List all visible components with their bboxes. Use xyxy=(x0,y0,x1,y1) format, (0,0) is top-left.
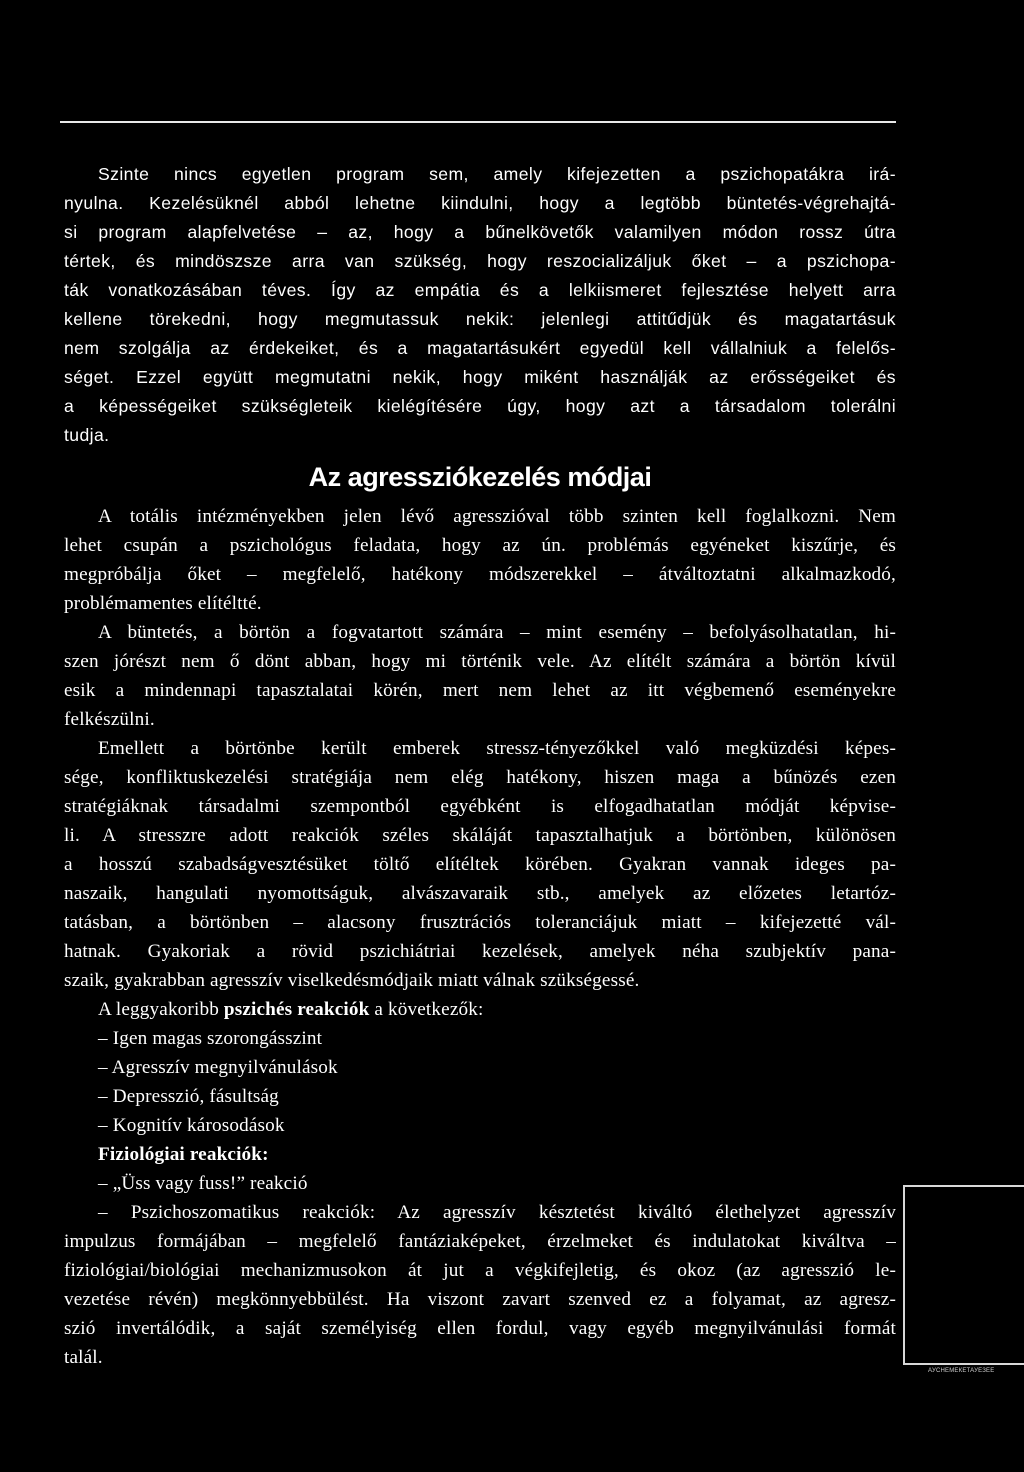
intro-suffix: a következők: xyxy=(369,999,484,1020)
side-caption: АУСНЕМЕКЕТАУЕЗЕЕ xyxy=(928,1368,995,1374)
text-line: nyulna. Kezelésüknél abból lehetne kiindulni, hogy a legtöbb büntetés-végrehajtá- xyxy=(64,193,896,213)
text-line: naszaik, hangulati nyomottságuk, alvászavaraik stb., amelyek az előzetes letartóz- xyxy=(64,883,896,904)
text-line: megpróbálja őket – megfelelő, hatékony módszerekkel – átváltoztatni alkalmazkodó, xyxy=(64,564,896,585)
text-line: tudja. xyxy=(64,425,110,445)
list-item: – Igen magas szorongásszint xyxy=(98,1028,323,1049)
top-rule xyxy=(60,121,896,123)
text-line: a képességeiket szükségleteik kielégítésére úgy, hogy azt a társadalom tolerálni xyxy=(64,396,896,416)
text-line: a hosszú szabadságvesztésüket töltő elítéltek körében. Gyakran vannak ideges pa- xyxy=(64,854,896,875)
intro-prefix: A leggyakoribb xyxy=(98,999,224,1020)
text-line: si program alapfelvetése – az, hogy a bűnelkövetők valamilyen módon rossz útra xyxy=(64,222,896,242)
text-line: hatnak. Gyakoriak a rövid pszichiátriai kezelések, amelyek néha szubjektív pana- xyxy=(64,941,896,962)
physio-heading: Fiziológiai reakciók: xyxy=(98,1144,269,1165)
text-line: Emellett a börtönbe került emberek stressz-tényezőkkel való megküzdési képes- xyxy=(98,738,896,759)
text-line: fiziológiai/biológiai mechanizmusokon át jut a végkifejletig, és okoz (az agresszió le- xyxy=(64,1260,896,1281)
text-line: stratégiáknak társadalmi szempontból egyébként is elfogadhatatlan módját képvise- xyxy=(64,796,896,817)
text-line: kellene törekedni, hogy megmutassuk nekik: jelenlegi attitűdjük és magatartásuk xyxy=(64,309,896,329)
list-item: – „Üss vagy fuss!” reakció xyxy=(98,1173,308,1194)
list-item: – Kognitív károsodások xyxy=(98,1115,285,1136)
section-heading: Az agressziókezelés módjai xyxy=(308,462,652,492)
text-line: vezetése révén) megkönnyebbülést. Ha viszont zavart szenved ez a folyamat, az agresz- xyxy=(64,1289,896,1310)
paragraph-stress xyxy=(64,734,896,995)
text-line: talál. xyxy=(64,1347,103,1368)
text-line: tatásban, a börtönben – alacsony frusztrációs toleranciájuk miatt – kifejezetté vál- xyxy=(64,912,896,933)
text-line: szen jórészt nem ő dönt abban, hogy mi történik vele. Az elítélt számára a börtön kívül xyxy=(64,651,896,672)
list-item: – Depresszió, fásultság xyxy=(98,1086,279,1107)
text-line: esik a mindennapi tapasztalatai körén, mert nem lehet az itt végbemenő eseményekre xyxy=(64,680,896,701)
text-line: felkészülni. xyxy=(64,709,155,730)
paragraph-institutions xyxy=(64,502,896,618)
paragraph-psychosomatic xyxy=(64,1198,896,1372)
page-body xyxy=(64,160,896,1372)
text-line: nem szolgálja az érdekeiket, és a magatartásukért egyedül kell vállalniuk a felelős- xyxy=(64,338,896,358)
text-line: ták vonatkozásában téves. Így az empátia és a lelkiismeret fejlesztése helyett arra xyxy=(64,280,896,300)
text-line: problémamentes elítéltté. xyxy=(64,593,262,614)
text-line: li. A stresszre adott reakciók széles skáláját tapasztalhatjuk a börtönben, különösen xyxy=(64,825,896,846)
text-line: szaik, gyakrabban agresszív viselkedésmódjaik miatt válnak szükségessé. xyxy=(64,970,640,991)
text-line: séget. Ezzel együtt megmutatni nekik, hogy miként használják az erősségeiket és xyxy=(64,367,896,387)
intro-bold: pszichés reakciók xyxy=(223,999,370,1020)
text-line: szió invertálódik, a saját személyiség ellen fordul, vagy egyéb megnyilvánulási formát xyxy=(64,1318,896,1339)
text-line: lehet csupán a pszichológus feladata, hogy az ún. problémás egyéneket kiszűrje, és xyxy=(64,535,896,556)
text-line: tértek, és mindöszsze arra van szükség, hogy reszocializáljuk őket – a pszichopa- xyxy=(64,251,896,271)
side-margin-box xyxy=(903,1185,1024,1365)
text-line: A totális intézményekben jelen lévő agresszióval több szinten kell foglalkozni. Nem xyxy=(98,506,896,527)
text-line: impulzus formájában – megfelelő fantáziaképeket, érzelmeket és indulatokat kiváltva – xyxy=(64,1231,896,1252)
psych-reactions-list xyxy=(64,1024,896,1140)
text-line: – Pszichoszomatikus reakciók: Az agresszív késztetést kiváltó élethelyzet agresszív xyxy=(98,1202,896,1223)
text-line: sége, konfliktuskezelési stratégiája nem elég hatékony, hiszen maga a bűnözés ezen xyxy=(64,767,896,788)
text-line: A büntetés, a börtön a fogvatartott számára – mint esemény – befolyásolhatatlan, hi- xyxy=(98,622,896,643)
list-item: – Agresszív megnyilvánulások xyxy=(98,1057,338,1078)
psych-reactions-intro xyxy=(64,995,896,1024)
paragraph-punishment xyxy=(64,618,896,734)
text-line: Szinte nincs egyetlen program sem, amely kifejezetten a pszichopatákra irá- xyxy=(98,164,896,184)
paragraph-intro xyxy=(64,160,896,450)
